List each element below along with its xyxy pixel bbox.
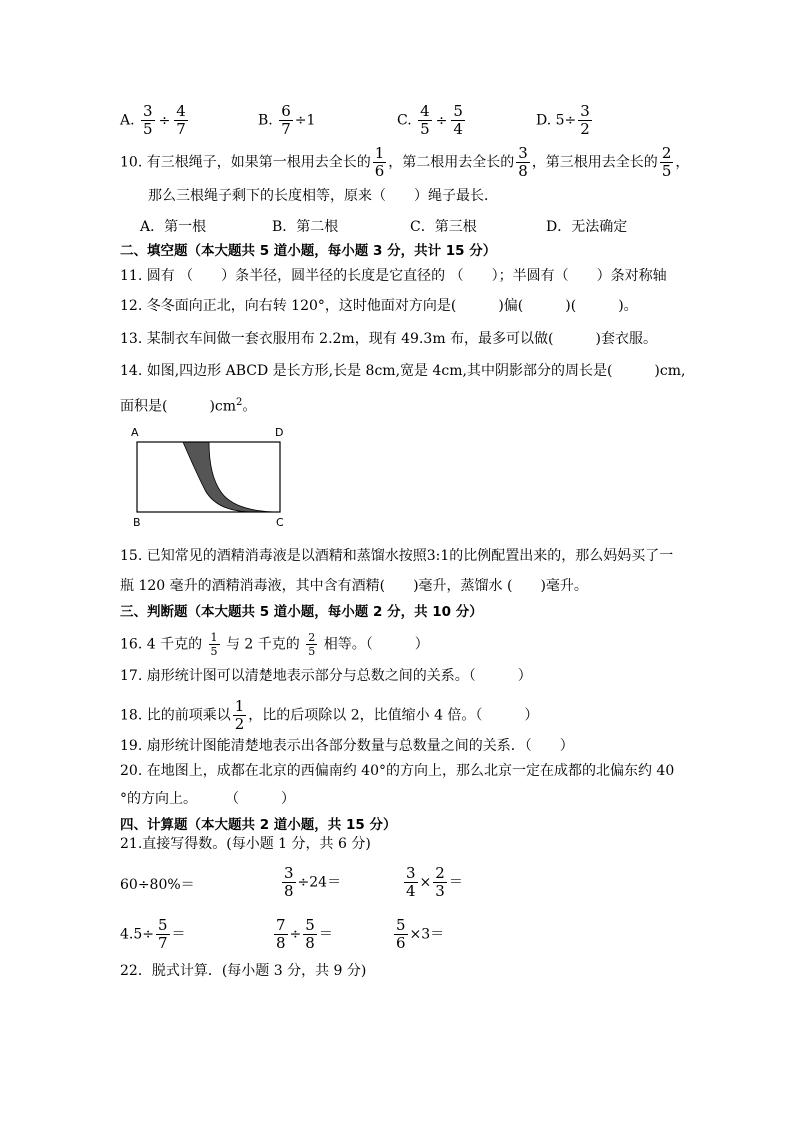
fraction: $\frac{1}{6}$ bbox=[374, 144, 385, 180]
q9-option-b: B. $\frac{6}{7}$ ÷1 bbox=[258, 102, 316, 138]
fraction: $\frac{7}{8}$ bbox=[276, 916, 286, 952]
fraction: $\frac{4}{5}$ bbox=[420, 102, 430, 138]
q19: 19. 扇形统计图能清楚地表示出各部分数量与总数量之间的关系．（ ） bbox=[120, 738, 574, 754]
section-heading-true-false: 三、判断题（本大题共 5 道小题，每小题 2 分，共 10 分） bbox=[120, 604, 483, 620]
q14-line1: 14. 如图,四边形 ABCD 是长方形,长是 8cm,宽是 4cm,其中阴影部分的周长是( )cm, bbox=[120, 363, 686, 379]
fraction: $\frac{4}{7}$ bbox=[176, 102, 186, 138]
q10-option-b: B．第二根 bbox=[272, 219, 339, 235]
fraction: $\frac{3}{5}$ bbox=[143, 102, 153, 138]
fraction: $\frac{1}{5}$ bbox=[210, 631, 218, 658]
q21-title: 21.直接写得数。(每小题 1 分，共 6 分) bbox=[120, 836, 371, 852]
q15-line2: 瓶 120 毫升的酒精消毒液，其中含有酒精( )毫升，蒸馏水 ( )毫升。 bbox=[120, 578, 588, 594]
q22-title: 22．脱式计算．(每小题 3 分，共 9 分) bbox=[120, 963, 367, 979]
vertex-label-c: C bbox=[276, 516, 284, 529]
q10-line1: 10. 有三根绳子，如果第一根用去全长的 $\frac{1}{6}$ ，第二根用去全长的 $\frac{3}{8}$ ，第三根用去全长的 $\frac{2}{5}$ ， bbox=[120, 144, 690, 180]
fraction: $\frac{3}{4}$ bbox=[406, 864, 416, 900]
q21-expr-1: 60÷80%＝ bbox=[120, 877, 195, 893]
q17: 17. 扇形统计图可以清楚地表示部分与总数之间的关系。（ ） bbox=[120, 668, 532, 684]
shaded-region-fill bbox=[183, 442, 280, 512]
fraction: $\frac{5}{7}$ bbox=[158, 916, 168, 952]
fraction: $\frac{3}{2}$ bbox=[580, 102, 590, 138]
q9-option-a: A. $\frac{3}{5}$ ÷ $\frac{4}{7}$ bbox=[120, 102, 186, 138]
q11: 11. 圆有 （ ）条半径，圆半径的长度是它直径的 （ ）；半圆有（ ）条对称轴 bbox=[120, 268, 667, 284]
q9-option-a-label: A. bbox=[120, 112, 135, 129]
fraction: $\frac{5}{8}$ bbox=[305, 916, 315, 952]
section-heading-calculation: 四、计算题（本大题共 2 道小题，共 15 分） bbox=[120, 817, 397, 833]
q10-option-c: C．第三根 bbox=[410, 219, 477, 235]
q13: 13. 某制衣车间做一套衣服用布 2.2m，现有 49.3m 布，最多可以做( )套衣服。 bbox=[120, 331, 657, 347]
rectangle-shaded-figure bbox=[125, 420, 295, 530]
q21-expr-5: $\frac{7}{8}$ ÷ $\frac{5}{8}$ ＝ bbox=[276, 916, 333, 952]
q9-option-d: D. 5÷ $\frac{3}{2}$ bbox=[536, 102, 590, 138]
fraction: $\frac{5}{6}$ bbox=[396, 916, 406, 952]
fraction: $\frac{5}{4}$ bbox=[453, 102, 463, 138]
fraction: $\frac{6}{7}$ bbox=[281, 102, 291, 138]
fraction: $\frac{3}{8}$ bbox=[284, 864, 294, 900]
q12: 12. 冬冬面向正北，向右转 120°，这时他面对方向是( )偏( )( )。 bbox=[120, 298, 638, 314]
q9-option-c: C. $\frac{4}{5}$ ÷ $\frac{5}{4}$ bbox=[397, 102, 463, 138]
q20-line1: 20. 在地图上，成都在北京的西偏南约 40°的方向上，那么北京一定在成都的北偏东约 40 bbox=[120, 763, 675, 779]
q10-line2: 那么三根绳子剩下的长度相等，原来（ ）绳子最长． bbox=[148, 188, 498, 204]
q10-option-d: D．无法确定 bbox=[546, 219, 628, 235]
q21-expr-3: $\frac{3}{4}$ × $\frac{2}{3}$ ＝ bbox=[406, 864, 463, 900]
fraction: $\frac{1}{2}$ bbox=[234, 697, 245, 733]
q14-line2: 面积是( )$cm^2$。 bbox=[120, 397, 257, 415]
fraction: $\frac{3}{8}$ bbox=[518, 144, 528, 180]
q21-expr-6: $\frac{5}{6}$ ×3＝ bbox=[396, 916, 445, 952]
q21-expr-2: $\frac{3}{8}$ ÷24＝ bbox=[284, 864, 342, 900]
fraction: $\frac{2}{5}$ bbox=[661, 144, 672, 180]
vertex-label-a: A bbox=[131, 426, 139, 439]
q16: 16. 4 千克的 $\frac{1}{5}$ 与 2 千克的 $\frac{2}{5}$ 相等。（ ） bbox=[120, 631, 429, 658]
q10-option-a: A．第一根 bbox=[140, 219, 207, 235]
section-heading-fill-blank: 二、填空题（本大题共 5 道小题，每小题 3 分，共计 15 分） bbox=[120, 243, 497, 259]
vertex-label-b: B bbox=[133, 516, 141, 529]
fraction: $\frac{2}{5}$ bbox=[308, 631, 316, 658]
q20-line2: °的方向上。 （ ） bbox=[120, 791, 295, 807]
q15-line1: 15. 已知常见的酒精消毒液是以酒精和蒸馏水按照3:1的比例配置出来的，那么妈妈买了一 bbox=[120, 548, 674, 564]
q21-expr-4: 4.5÷ $\frac{5}{7}$ ＝ bbox=[120, 916, 186, 952]
vertex-label-d: D bbox=[275, 426, 284, 439]
fraction: $\frac{2}{3}$ bbox=[435, 864, 445, 900]
q18: 18. 比的前项乘以 $\frac{1}{2}$ ，比的后项除以 2，比值缩小 4 倍。（ ） bbox=[120, 697, 539, 733]
